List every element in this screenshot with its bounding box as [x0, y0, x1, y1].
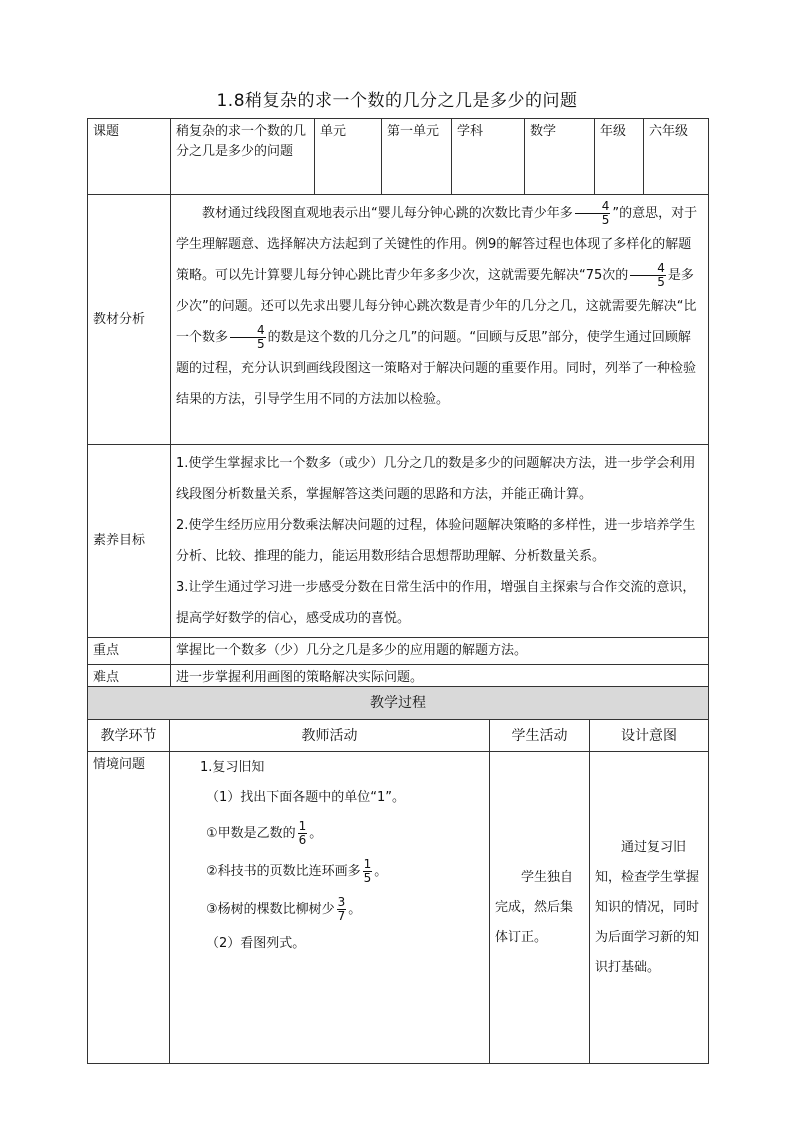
difficulty-label: 难点	[88, 665, 171, 692]
topic-label: 课题	[88, 119, 171, 195]
fraction-one-sixth: $\frac{1}{6}$	[298, 819, 307, 847]
grade-value: 六年级	[644, 119, 709, 195]
fraction-one-fifth: $\frac{1}{5}$	[363, 857, 372, 885]
header-teacher: 教师活动	[170, 720, 490, 752]
teacher-line: ①甲数是乙数的 $\frac{1}{6}$ 。	[206, 819, 323, 847]
teaching-process-table	[87, 686, 709, 1064]
unit-value: 第一单元	[382, 119, 452, 195]
subject-value: 数学	[525, 119, 595, 195]
teacher-line: ③杨树的棵数比柳树少 $\frac{3}{7}$ 。	[206, 895, 362, 923]
stage-label: 情境问题	[88, 752, 170, 1064]
fraction-four-fifths: $\frac{4}{5}$	[230, 324, 266, 351]
key-text: 掌握比一个数多（少）几分之几是多少的应用题的解题方法。	[171, 638, 709, 665]
topic-value: 稍复杂的求一个数的几分之几是多少的问题	[171, 119, 315, 195]
fraction-four-fifths: $\frac{4}{5}$	[630, 262, 666, 289]
header-stage: 教学环节	[88, 720, 170, 752]
lesson-info-table	[87, 118, 709, 692]
design-intent: 通过复习旧知，检查学生掌握知识的情况，同时为后面学习新的知识打基础。	[590, 752, 709, 1064]
key-label: 重点	[88, 638, 171, 665]
goal-item: 3.让学生通过学习进一步感受分数在日常生活中的作用，增强自主探索与合作交流的意识，提高学好数学的信心，感受成功的喜悦。	[176, 580, 696, 626]
process-band: 教学过程	[88, 687, 709, 720]
goals-label: 素养目标	[88, 445, 171, 638]
difficulty-text: 进一步掌握利用画图的策略解决实际问题。	[171, 665, 709, 692]
goal-item: 2.使学生经历应用分数乘法解决问题的过程，体验问题解决策略的多样性，进一步培养学生分析、比较、推理的能力，能运用数形结合思想帮助理解、分析数量关系。	[176, 518, 696, 564]
grade-label: 年级	[595, 119, 644, 195]
header-student: 学生活动	[490, 720, 590, 752]
teacher-line: （1）找出下面各题中的单位“1”。	[206, 790, 406, 805]
teacher-line: 1.复习旧知	[200, 760, 265, 775]
page-title: 1.8稍复杂的求一个数的几分之几是多少的问题	[216, 91, 578, 111]
unit-label: 单元	[315, 119, 382, 195]
goal-item: 1.使学生掌握求比一个数多（或少）几分之几的数是多少的问题解决方法，进一步学会利用线段图分析数量关系，掌握解答这类问题的思路和方法，并能正确计算。	[176, 456, 696, 502]
student-activity: 学生独自完成，然后集体订正。	[490, 752, 590, 1064]
fraction-three-sevenths: $\frac{3}{7}$	[337, 895, 346, 923]
header-design: 设计意图	[590, 720, 709, 752]
teacher-line: （2）看图列式。	[206, 936, 306, 951]
goals-content	[171, 445, 709, 638]
subject-label: 学科	[452, 119, 525, 195]
fraction-four-fifths: $\frac{4}{5}$	[575, 200, 611, 227]
analysis-content	[171, 195, 709, 445]
analysis-paragraph: 教材通过线段图直观地表示出“婴儿每分钟心跳的次数比青少年多 $\frac{4}{5}$ ”的意思，对于学生理解题意、选择解决方法起到了关键性的作用。例9的解答过程也体现了多样化的解题策略。可以先计算婴儿每分钟心跳比青少年多多少次，这就需要先解决“75次的 $\frac{4}{5}$ 是多少次”的问题。还可以先求出婴儿每分钟心跳次数是青少年的几分之几，这就需要先解决“比一个数多 $\frac{4}{5}$ 的数是这个数的几分之几”的问题。“回顾与反思”部分，使学生通过回顾解题的过程，充分认识到画线段图这一策略对于解决问题的重要作用。同时，列举了一种检验结果的方法，引导学生用不同的方法加以检验。	[176, 199, 698, 407]
teacher-line: ②科技书的页数比连环画多 $\frac{1}{5}$ 。	[206, 857, 388, 885]
teacher-activity	[170, 752, 490, 1064]
analysis-label: 教材分析	[88, 195, 171, 445]
